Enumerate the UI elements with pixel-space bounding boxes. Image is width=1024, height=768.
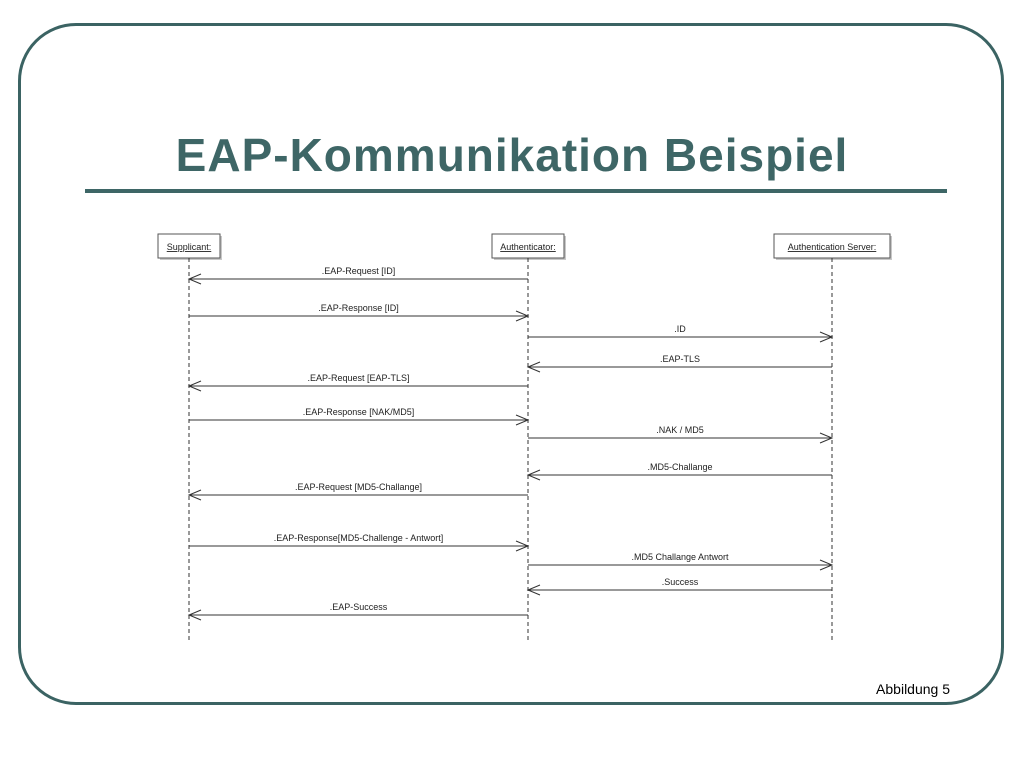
message xyxy=(189,482,528,500)
message xyxy=(189,303,528,321)
slide-title: EAP-Kommunikation Beispiel xyxy=(175,129,849,181)
message-label: .EAP-TLS xyxy=(659,354,701,364)
message-label: .EAP-Success xyxy=(329,602,388,612)
message-label: .EAP-Request [MD5-Challange] xyxy=(294,482,423,492)
message xyxy=(189,266,528,284)
message xyxy=(189,602,528,620)
message-label: .ID xyxy=(674,324,686,334)
participant-label: Supplicant: xyxy=(166,242,212,252)
participant-authenticator xyxy=(492,234,566,640)
message xyxy=(528,577,832,595)
message xyxy=(189,373,528,391)
figure-caption: Abbildung 5 xyxy=(876,681,950,697)
message xyxy=(528,425,832,443)
participant-label: Authentication Server: xyxy=(787,242,877,252)
message-label: .MD5 Challange Antwort xyxy=(631,552,729,562)
message-label: .Success xyxy=(661,577,699,587)
message-label: .EAP-Response [NAK/MD5] xyxy=(302,407,415,417)
participant-label: Authenticator: xyxy=(500,242,556,252)
message xyxy=(189,533,528,551)
message xyxy=(528,324,832,342)
message-label: .MD5-Challange xyxy=(647,462,713,472)
message xyxy=(528,552,832,570)
message xyxy=(528,462,832,480)
message-label: .EAP-Request [EAP-TLS] xyxy=(307,373,410,383)
message-label: .EAP-Response[MD5-Challenge - Antwort] xyxy=(273,533,444,543)
message xyxy=(528,354,832,372)
participant-server xyxy=(774,234,892,640)
message xyxy=(189,407,528,425)
message-label: .EAP-Response [ID] xyxy=(318,303,399,313)
message-label: .NAK / MD5 xyxy=(656,425,704,435)
participant-supplicant xyxy=(158,234,222,640)
message-label: .EAP-Request [ID] xyxy=(321,266,396,276)
